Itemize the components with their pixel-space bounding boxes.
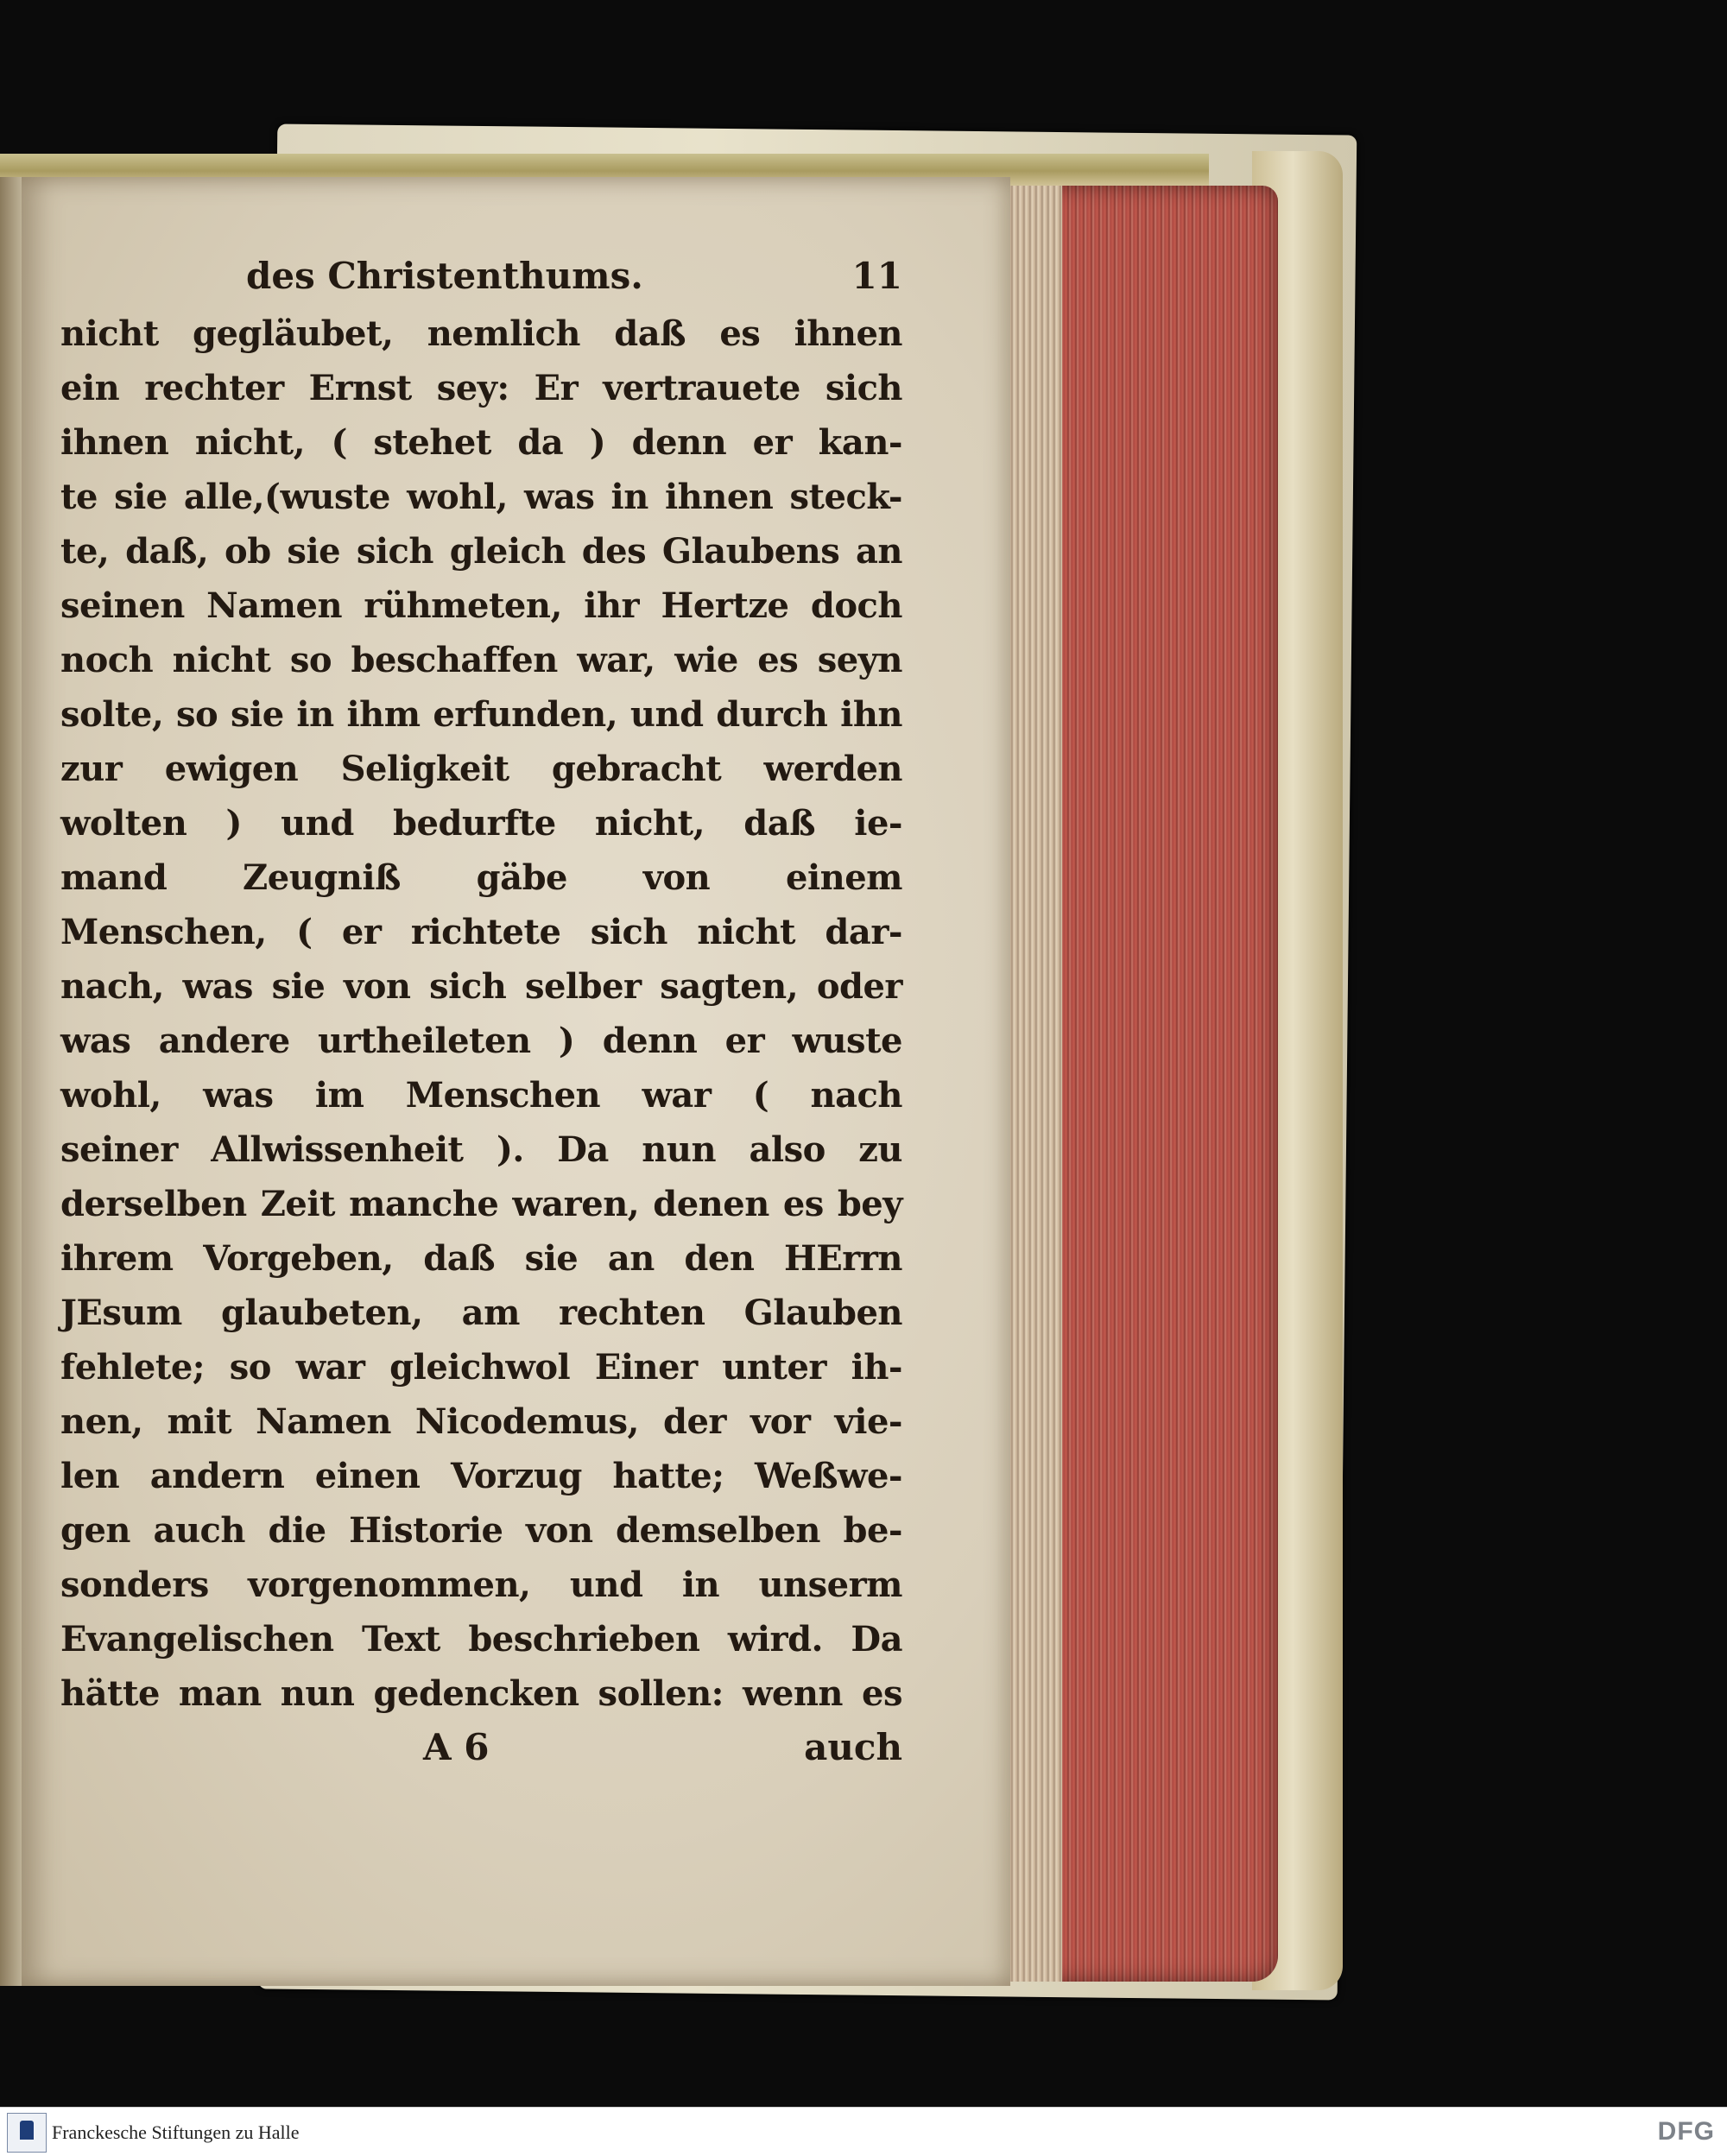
text-line: JEsum glaubeten, am rechten Glauben	[60, 1293, 902, 1333]
page-footer	[60, 1726, 902, 1778]
text-line: nen, mit Namen Nicodemus, der vor vie-	[60, 1401, 902, 1442]
text-line: te, daß, ob sie sich gleich des Glaubens an	[60, 531, 902, 572]
text-line: seinen Namen rühmeten, ihr Hertze doch	[60, 585, 902, 626]
text-line: ihnen nicht, ( stehet da ) denn er kan-	[60, 422, 902, 463]
text-line: hätte man nun gedencken sollen: wenn es	[60, 1673, 902, 1714]
signature-mark: A 6	[423, 1726, 490, 1768]
book-page	[22, 177, 1010, 1986]
text-line: len andern einen Vorzug hatte; Weßwe-	[60, 1456, 902, 1496]
text-line: nach, was sie von sich selber sagten, oder	[60, 966, 902, 1007]
running-head: des Christenthums.	[246, 255, 643, 297]
text-line: derselben Zeit manche waren, denen es bey	[60, 1184, 902, 1224]
text-line: ein rechter Ernst sey: Er vertrauete sich	[60, 368, 902, 408]
text-line: sonders vorgenommen, und in unserm	[60, 1565, 902, 1605]
text-line: te sie alle,(wuste wohl, was in ihnen steck-	[60, 477, 902, 517]
catchword: auch	[804, 1726, 902, 1768]
text-line: fehlete; so war gleichwol Einer unter ih-	[60, 1347, 902, 1388]
text-line: Evangelischen Text beschrieben wird. Da	[60, 1619, 902, 1660]
text-line: Menschen, ( er richtete sich nicht dar-	[60, 912, 902, 952]
text-line: mand Zeugniß gäbe von einem	[60, 857, 902, 898]
text-line: wohl, was im Menschen war ( nach	[60, 1075, 902, 1116]
text-line: was andere urtheileten ) denn er wuste	[60, 1021, 902, 1061]
red-page-edges	[1002, 186, 1278, 1982]
text-line: seiner Allwissenheit ). Da nun also zu	[60, 1129, 902, 1170]
text-line: gen auch die Historie von demselben be-	[60, 1510, 902, 1551]
page-header	[60, 255, 902, 307]
text-line: wolten ) und bedurfte nicht, daß ie-	[60, 803, 902, 844]
text-line: zur ewigen Seligkeit gebracht werden	[60, 749, 902, 789]
institution-logo-icon[interactable]	[7, 2113, 47, 2153]
page-number: 11	[851, 255, 902, 297]
institution-name[interactable]: Franckesche Stiftungen zu Halle	[52, 2121, 300, 2143]
text-line: solte, so sie in ihm erfunden, und durch ihn	[60, 694, 902, 735]
viewer-footer-bar	[0, 2107, 1727, 2156]
text-line: ihrem Vorgeben, daß sie an den HErrn	[60, 1238, 902, 1279]
text-line: nicht gegläubet, nemlich daß es ihnen	[60, 313, 902, 354]
page-text-block	[60, 255, 902, 1778]
text-line: noch nicht so beschaffen war, wie es seyn	[60, 640, 902, 680]
dfg-logo[interactable]: DFG	[1657, 2117, 1715, 2146]
